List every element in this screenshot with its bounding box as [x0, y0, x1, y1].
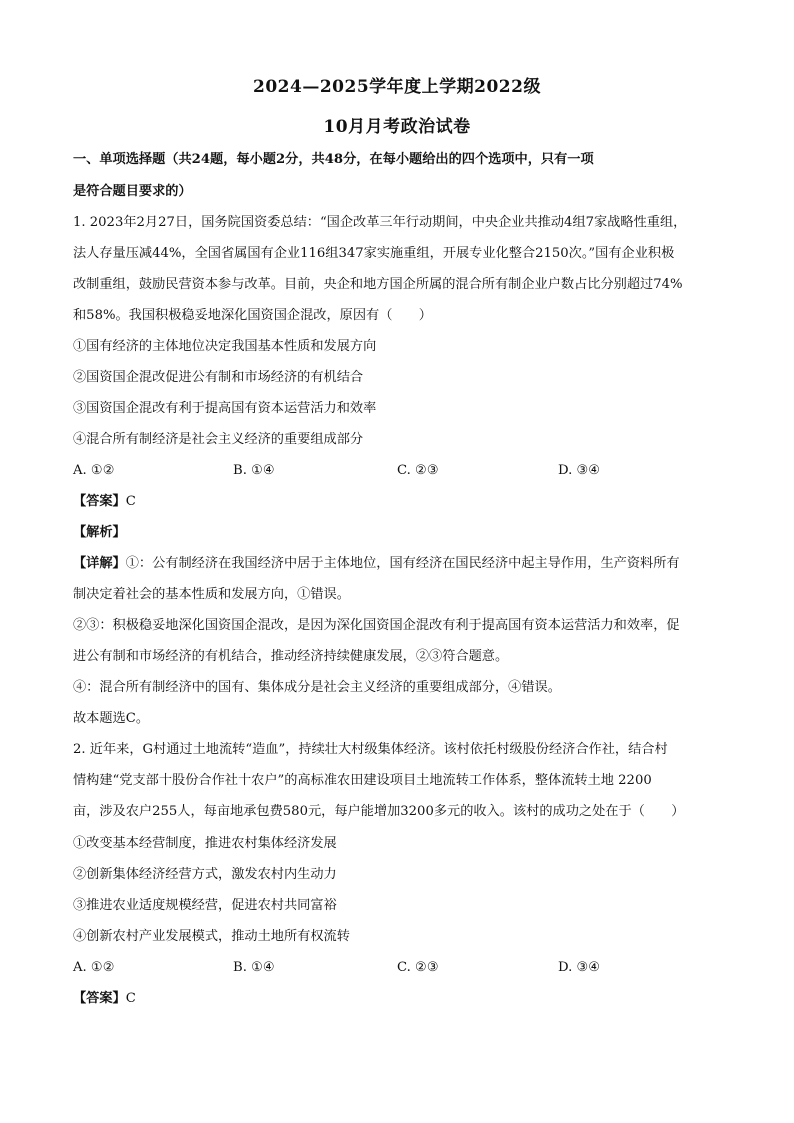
q1-stem-line: 和58%。我国积极稳妥地深化国资国企混改，原因有（ ）: [73, 308, 432, 323]
q1-option-b: B. ①④: [233, 463, 275, 478]
q2-answer-value: C: [125, 991, 136, 1006]
q2-statement: ④创新农村产业发展模式，推动土地所有权流转: [73, 929, 350, 944]
q2-stem-line: 亩，涉及农户255人，每亩地承包费580元，每户能增加3200多元的收入。该村的成功之处在于（ ）: [73, 804, 685, 819]
q2-option-b: B. ①④: [233, 960, 275, 975]
q1-stem-line: 1. 2023年2月27日，国务院国资委总结：“国企改革三年行动期间，中央企业共推动4组7家战略性重组，: [73, 215, 687, 230]
q1-detail-tag: 【详解】: [73, 556, 126, 571]
q1-option-a: A. ①②: [73, 463, 115, 478]
q1-statement: ③国资国企混改有利于提高国有资本运营活力和效率: [73, 401, 377, 416]
q1-stem-line: 法人存量压减44%，全国省属国有企业116组347家实施重组，开展专业化整合2150次。”国有企业积极: [73, 246, 675, 261]
q1-statement: ①国有经济的主体地位决定我国基本性质和发展方向: [73, 339, 377, 354]
q2-statement: ③推进农业适度规模经营，促进农村共同富裕: [73, 898, 337, 913]
q2-statement: ①改变基本经营制度，推进农村集体经济发展: [73, 836, 337, 851]
exam-title-line2: 10月月考政治试卷: [323, 117, 471, 137]
q1-answer: [73, 492, 723, 512]
q2-answer-tag: 【答案】: [73, 991, 126, 1006]
q1-analysis-tag: [73, 523, 723, 543]
q2-option-c: C. ②③: [397, 960, 439, 975]
q1-detail-line: ②③：积极稳妥地深化国资国企混改，是因为深化国资国企混改有利于提高国有资本运营活力和效率，促: [73, 618, 680, 633]
q2-answer: [73, 989, 723, 1009]
q1-option-d: D. ③④: [558, 463, 601, 478]
q2-stem-line: 2. 近年来，G村通过土地流转“造血”，持续壮大村级集体经济。该村依托村级股份经济合作社，结合村: [73, 742, 668, 757]
q2-option-d: D. ③④: [558, 960, 601, 975]
q1-detail-text: ①：公有制经济在我国经济中居于主体地位，国有经济在国民经济中起主导作用，生产资料所有: [125, 556, 680, 571]
q1-detail-line: 故本题选C。: [73, 711, 150, 726]
q2-option-a: A. ①②: [73, 960, 115, 975]
q1-statement: ②国资国企混改促进公有制和市场经济的有机结合: [73, 370, 364, 385]
q1-detail-line: [73, 554, 723, 574]
q1-stem-line: 改制重组，鼓励民营资本参与改革。目前，央企和地方国企所属的混合所有制企业户数占比分别超过74%: [73, 277, 683, 292]
q1-detail-line: ④：混合所有制经济中的国有、集体成分是社会主义经济的重要组成部分，④错误。: [73, 680, 561, 695]
q1-detail-line: 制决定着社会的基本性质和发展方向，①错误。: [73, 587, 350, 602]
q2-statement: ②创新集体经济经营方式，激发农村内生动力: [73, 867, 337, 882]
q1-detail-line: 进公有制和市场经济的有机结合，推动经济持续健康发展，②③符合题意。: [73, 649, 509, 664]
exam-title-line1: 2024—2025学年度上学期2022级: [253, 77, 541, 97]
q1-analysis-label: 【解析】: [73, 525, 126, 540]
section-heading-line2: 是符合题目要求的）: [73, 184, 192, 199]
q1-option-c: C. ②③: [397, 463, 439, 478]
section-heading-line1: 一、单项选择题（共24题，每小题2分，共48分，在每小题给出的四个选项中，只有一项: [73, 152, 594, 167]
q2-stem-line: 情构建“党支部十股份合作社十农户”的高标准农田建设项目土地流转工作体系，整体流转土地 2200: [73, 773, 652, 788]
q1-answer-tag: 【答案】: [73, 494, 126, 509]
q1-statement: ④混合所有制经济是社会主义经济的重要组成部分: [73, 432, 364, 447]
q1-answer-value: C: [125, 494, 136, 509]
